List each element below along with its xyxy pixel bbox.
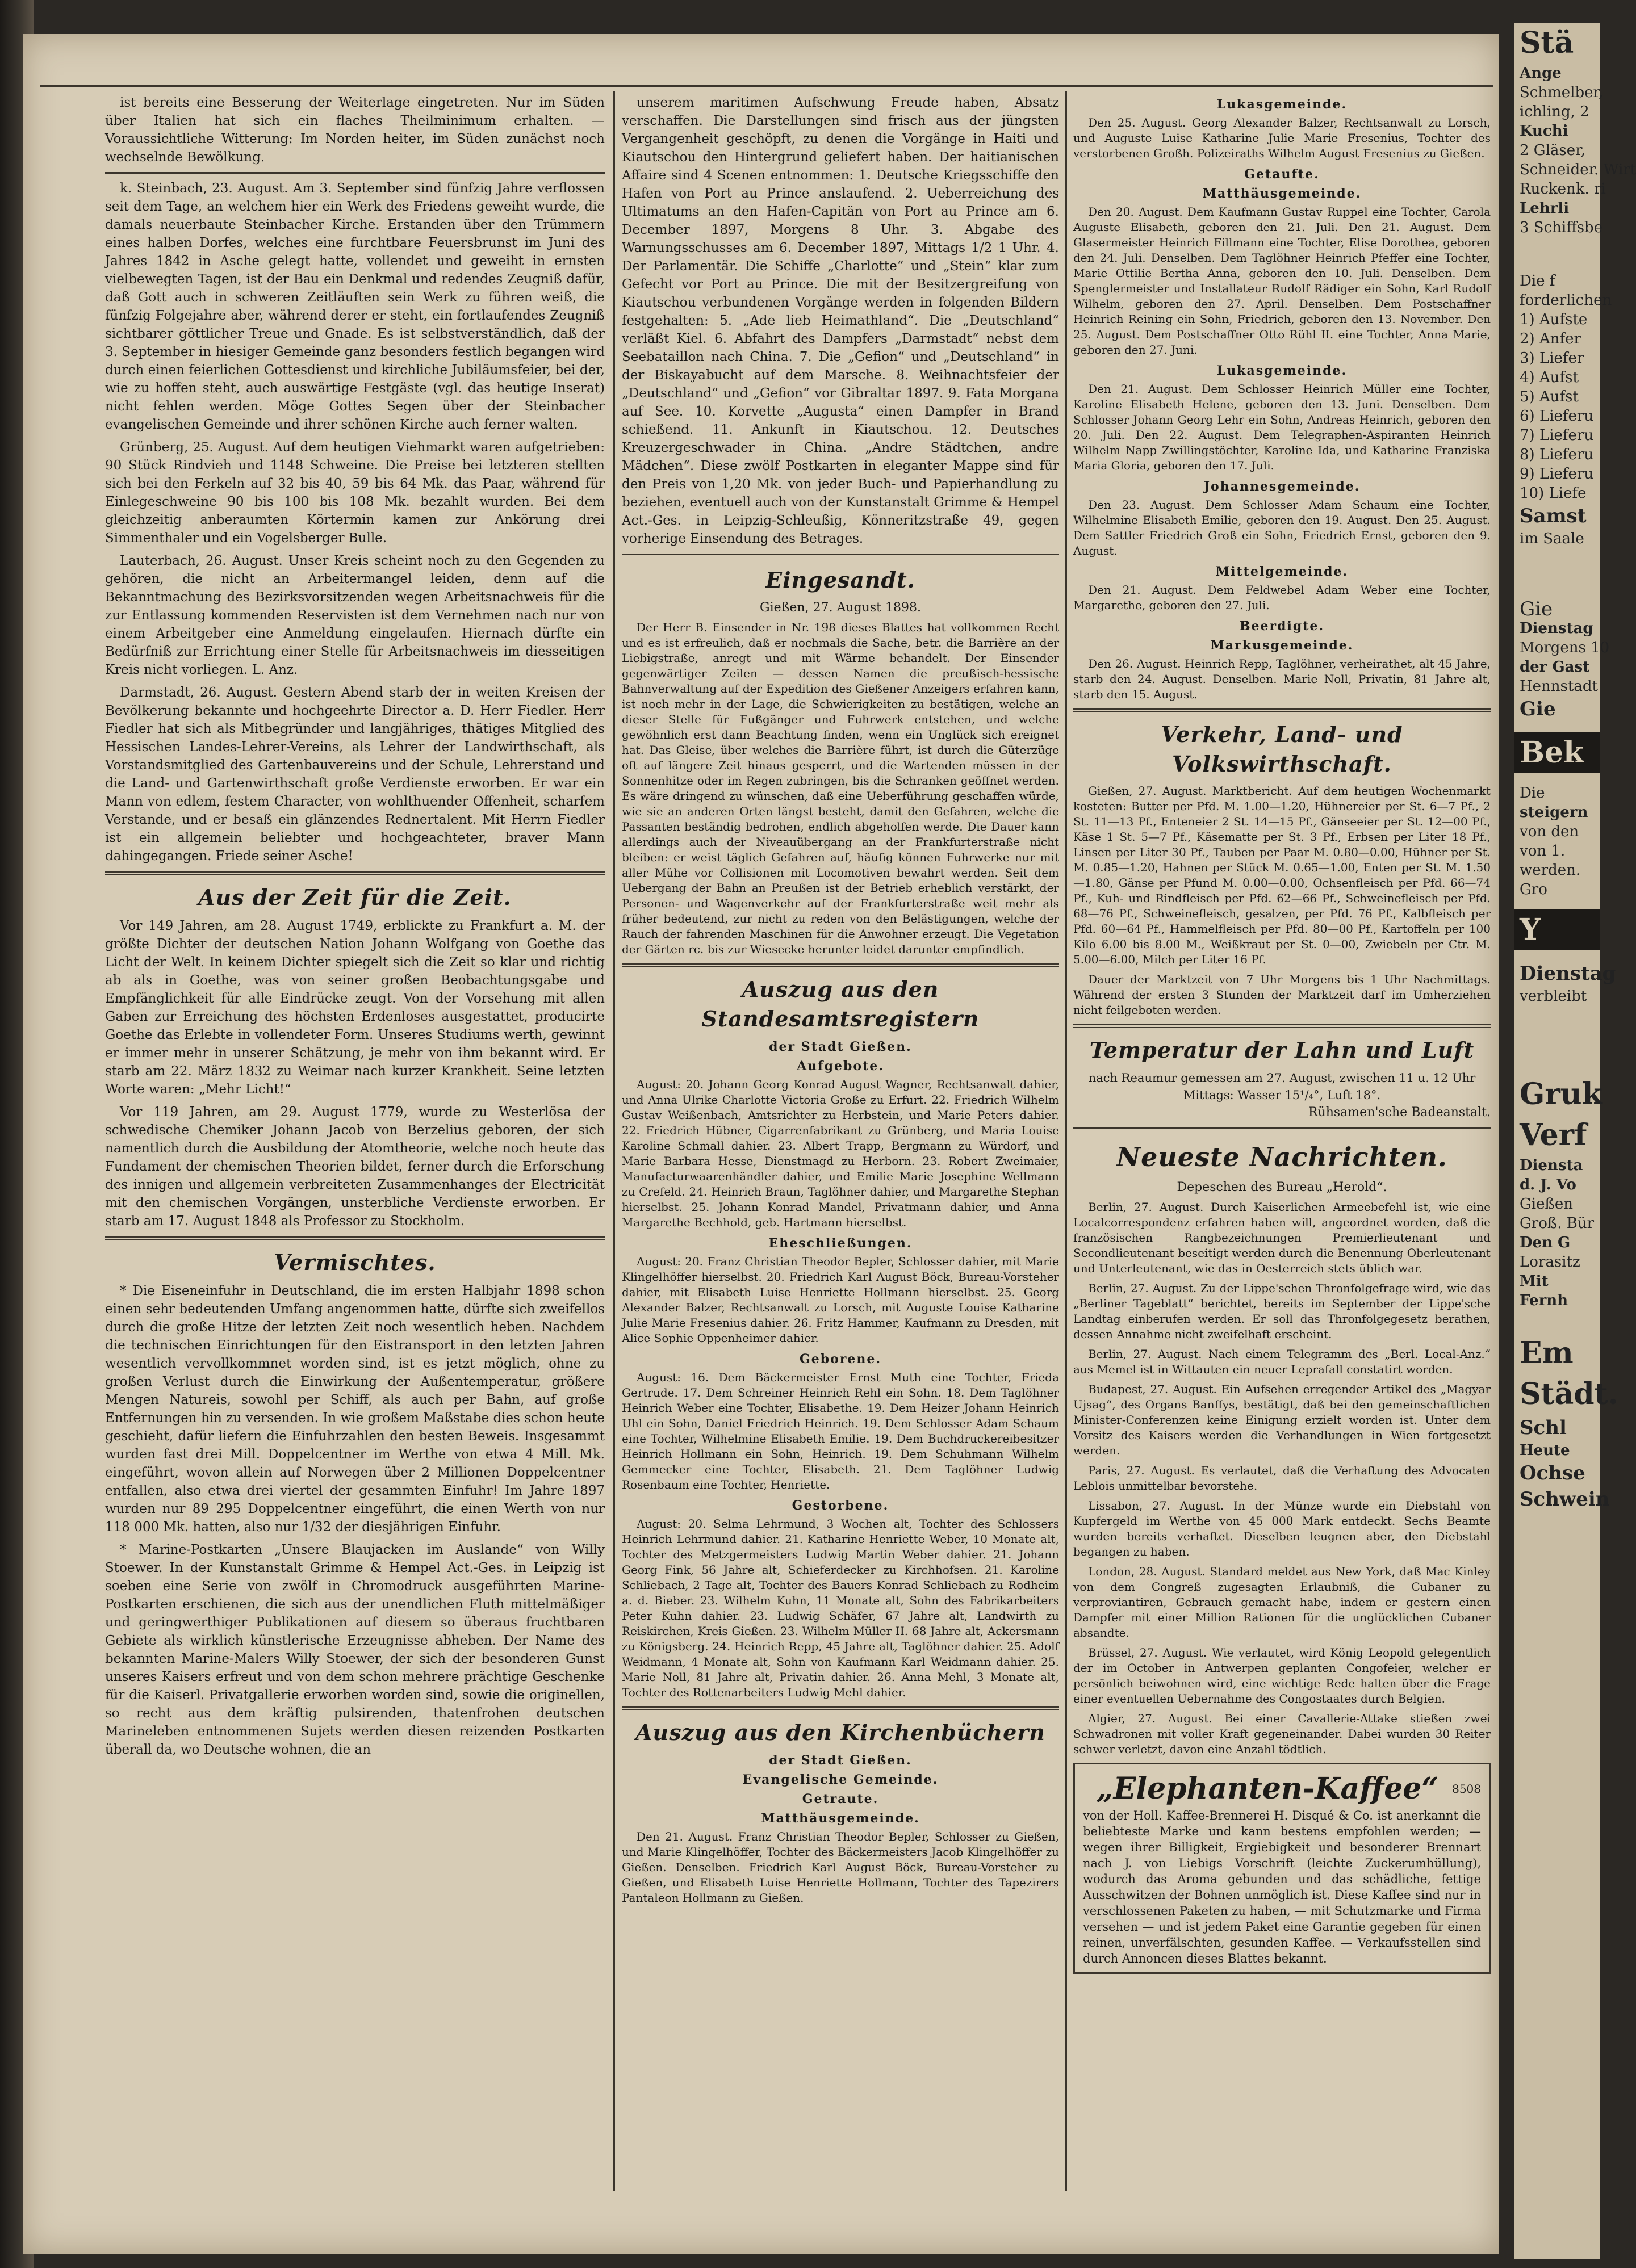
article-steinbach: k. Steinbach, 23. August. Am 3. September sind fünfzig Jahre verflossen seit dem Tage, an welchem hier ein Werk des Friedens geweiht wurde, die damals neuerbaute Steinbacher Kirche. Erstanden über den Trümmern eines halben Dorfes, welches eine furchtbare Feuersbrunst im Juni des Jahres 1842 in Asche gelegt hatte, vollendet und geweiht in ernsten vielbewegten Tagen, ist der Bau ein Denkmal und redendes Zeugniß dafür, daß Gott auch in schweren Zeitläuften sein Werk zu führen weiß, die fünfzig Folgejahre aber, während derer er steht, ein fortlaufendes Zeugniß sichtbarer göttlicher Treue und Gnade. Es ist selbstverständlich, daß der 3. September in hiesiger Gemeinde ganz besonders festlich begangen wird durch einen feierlichen Gottesdienst und kirchliche Jubiläumsfeier, bei der, wie zu hoffen steht, auch auswärtige Festgäste (vgl. das heutige Inserat) nicht fehlen werden. Möge Gottes Segen über der Steinbacher evangelischen Gemeinde und ihrer schönen Kirche auch ferner walten. [105, 181, 605, 432]
strip-line: von den [1520, 823, 1579, 840]
strip-line: Bek [1514, 732, 1600, 773]
news-algier: Algier, 27. August. Bei einer Cavallerie-Attake stießen zwei Schwadronen mit voller Kraft gegeneinander. Dabei wurden 30 Reiter schwer verletzt, davon eine Anzahl tödtlich. [1073, 1712, 1491, 1756]
temperature-source: Rühsamen'sche Badeanstalt. [1308, 1105, 1491, 1120]
strip-line: 1) Aufste [1520, 311, 1588, 328]
column-rule-2 [1065, 91, 1067, 2191]
subheading-gestorbene: Gestorbene. [792, 1498, 889, 1513]
strip-line: von 1. [1520, 842, 1566, 860]
subheading-johannes: Johannesgemeinde. [1203, 479, 1361, 494]
strip-line: 3) Liefer [1520, 350, 1584, 367]
strip-line: Schmelber, [1520, 84, 1604, 101]
column-1 [105, 94, 605, 2189]
subheading: der Stadt Gießen. [769, 1039, 912, 1054]
strip-line: d. J. Vo [1520, 1176, 1576, 1193]
strip-line: 3 Schiffsbe [1520, 219, 1603, 236]
subheading-eheschliessungen: Eheschließungen. [768, 1236, 913, 1251]
article-berzelius: Vor 119 Jahren, am 29. August 1779, wurde zu Westerlösa der schwedische Chemiker Johann Jacob von Berzelius geboren, der sich namentlich durch die Ausbildung der Atomtheorie, welche noch heute das Fundament der chemischen Theorien bildet, ferner durch die Erforschung des innigen und allgemein verbreiteten Zusammenhanges der Electricität mit den chemischen Vorgängen, unsterbliche Verdienste erworben. Er starb am 17. August 1848 als Professor zu Stockholm. [105, 1105, 605, 1229]
list-eheschliessungen: August: 20. Franz Christian Theodor Bepler, Schlosser dahier, mit Marie Klingelhöffer hierselbst. 20. Friedrich Karl August Böck, Bureau-Vorsteher dahier, mit Elisabeth Luise Henriette Hollmann hierselbst. 25. Georg Alexander Balzer, Rechtsanwalt zu Lorsch, mit Auguste Louise Katharine Julie Marie Fresenius dahier. 26. Fritz Hammer, Kaufmann zu Dresden, mit Alice Sophie Oppenheimer dahier. [622, 1255, 1059, 1345]
article-marktbericht: Gießen, 27. August. Marktbericht. Auf dem heutigen Wochenmarkt kosteten: Butter per Pfd. M. 1.00—1.20, Hühnereier per St. 6—7 Pf., 2 St. 11—13 Pf., Enteneier 2 St. 14—15 Pf., Gänseeier per St. 12—00 Pf., Käse 1 St. 5—7 Pf., Käsematte per St. 3 Pf., Erbsen per Liter 18 Pf., Linsen per Liter 30 Pf., Tauben per Paar M. 0.80—0.00, Hühner per St. M. 0.85—1.20, Hahnen per Stück M. 0.65—1.00, Enten per St. M. 1.50—1.80, Gänse per Pfund M. 0.00—0.00, Ochsenfleisch per Pfd. 66—74 Pf., Kuh- und Rindfleisch per Pfd. 62—66 Pf., Schweinefleisch per Pfd. 68—76 Pf., Schweinefleisch, gesalzen, per Pfd. 76 Pf., Kalbfleisch per Pfd. 60—64 Pf., Hammelfleisch per Pfd. 80—00 Pf., Kartoffeln per 100 Kilo 6.00 bis 8.00 M., Weißkraut per St. 0—00, Zwiebeln per Ctr. M. 5.00—6.00, Milch per Liter 16 Pf. [1073, 784, 1491, 966]
divider [105, 172, 605, 174]
column-3 [1073, 94, 1491, 2189]
strip-line: der Gast [1520, 659, 1590, 676]
top-rule [40, 85, 1493, 87]
list-getaufte-mittel: Den 21. August. Dem Feldwebel Adam Weber eine Tochter, Margarethe, geboren den 27. Juli. [1073, 583, 1491, 612]
article-marine-postkarten: * Marine-Postkarten „Unsere Blaujacken im Auslande“ von Willy Stoewer. In der Kunstanstalt Grimme & Hempel Act.-Ges. in Leipzig ist soeben eine Serie von zwölf in Chromodruck ausgeführten Marine-Postkarten erschienen, die sich aus der unendlichen Fluth mittelmäßiger und geringwerthiger Publikationen auf diesem so überaus fruchtbaren Gebiete als wirklich künstlerische Erzeugnisse abheben. Der Name des bekannten Marine-Malers Willy Stoewer, der sich der besonderen Gunst unseres Kaisers erfreut und von dem schon mehrere prächtige Geschenke für die Kaiserl. Privatgallerie erworben worden sind, sowie die originellen, so recht aus dem kräftig pulsirenden, thatenfrohen deutschen Marineleben entnommenen Sujets werden diesen reizenden Postkarten überall da, wo Deutsche wohnen, die an [105, 1542, 605, 1757]
weather-paragraph: ist bereits eine Besserung der Weiterlage eingetreten. Nur im Süden über Italien hat sich ein flaches Theilminimum erhalten. — Voraussichtliche Witterung: Im Norden heiter, im Süden zunächst noch wechselnde Bewölkung. [105, 95, 605, 165]
list-getaufte-lukas: Den 21. August. Dem Schlosser Heinrich Müller eine Tochter, Karoline Elisabeth Helene, geboren den 13. Juni. Denselben. Dem Schlosser Johann Georg Lehr ein Sohn, Andreas Heinrich, geboren den 20. Juli. Den 22. August. Dem Telegraphen-Aspiranten Heinrich Wilhelm Napp Zwillingstöchter, Karoline Ida, und Katharine Franziska Maria Gloria, geboren den 17. Juli. [1073, 382, 1491, 472]
strip-line: im Saale [1520, 530, 1584, 547]
strip-line: Gießen [1520, 1196, 1573, 1213]
list-getaufte-matthaeus: Den 20. August. Dem Kaufmann Gustav Ruppel eine Tochter, Carola Auguste Elisabeth, geboren den 21. Juli. Den 21. August. Dem Glasermeister Heinrich Fillmann eine Tochter, Elise Dorothea, geboren den 24. Juli. Denselben. Dem Taglöhner Heinrich Pfeffer eine Tochter, Marie Ottilie Bertha Anna, geboren den 10. Juli. Denselben. Dem Spenglermeister und Installateur Rudolf Rädiger ein Sohn, Karl Rudolf Wilhelm, geboren den 27. April. Denselben. Dem Postschaffner Heinrich Reining ein Sohn, Friedrich, geboren den 13. November. Den 25. August. Dem Postschaffner Otto Rühl II. eine Tochter, Anna Marie, geboren den 27. Juni. [1073, 205, 1491, 357]
strip-line: Y [1514, 909, 1600, 950]
section-heading-temperatur: Temperatur der Lahn und Luft [1089, 1037, 1475, 1063]
news-budapest: Budapest, 27. August. Ein Aufsehen erregender Artikel des „Magyar Ujsag“, des Organs Banffys, bestätigt, daß bei den gemeinschaftlichen Minister-Conferenzen keine Einigung erzielt worden ist. Unter dem Vorsitz des Kaisers werden die Verhandlungen in Wien fortgesetzt werden. [1073, 1382, 1491, 1457]
list-geborene: August: 16. Dem Bäckermeister Ernst Muth eine Tochter, Frieda Gertrude. 17. Dem Schreiner Heinrich Rehl ein Sohn. 18. Dem Taglöhner Heinrich Weber eine Tochter, Elisabethe. 19. Dem Heizer Johann Heinrich Uhl ein Sohn, Daniel Friedrich Heinrich. 19. Dem Schlosser Adam Schaum eine Tochter, Wilhelmine Elisabeth Emilie. 19. Dem Buchdruckereibesitzer Heinrich Hollmann ein Sohn, Heinrich. 19. Dem Schuhmann Wilhelm Gemmecker eine Tochter, Elisabeth. 21. Dem Taglöhner Ludwig Rosenbaum eine Tochter, Henriette. [622, 1370, 1059, 1491]
strip-line: Groß. Bür [1520, 1215, 1595, 1232]
divider [622, 554, 1059, 557]
temperature-readout: nach Reaumur gemessen am 27. August, zwischen 11 u. 12 Uhr Mittags: Wasser 15¹/₄°, Luft 18°. [1088, 1071, 1476, 1102]
strip-line: Em [1520, 1336, 1574, 1370]
subheading-matthaeus: Matthäusgemeinde. [761, 1811, 920, 1826]
subheading-herold: Depeschen des Bureau „Herold“. [1177, 1180, 1387, 1194]
subheading-getaufte: Getaufte. [1244, 167, 1320, 182]
section-heading-eingesandt: Eingesandt. [765, 567, 915, 593]
divider [1073, 708, 1491, 712]
strip-line: Gie [1520, 698, 1556, 720]
strip-line: Schl [1520, 1416, 1567, 1439]
column-2 [622, 94, 1059, 2189]
strip-line: Die f [1520, 273, 1555, 290]
strip-line: Stä [1520, 26, 1574, 60]
subheading-matthaeus: Matthäusgemeinde. [1202, 186, 1362, 201]
strip-line: Heute [1520, 1442, 1570, 1459]
subheading-geborene: Geborene. [799, 1352, 882, 1366]
article-marktzeit: Dauer der Marktzeit von 7 Uhr Morgens bis 1 Uhr Nachmittags. Während der ersten 3 Stunden der Marktzeit darf im Umherziehen nicht feilgeboten werden. [1073, 972, 1491, 1017]
strip-line: Ruckenk. ri [1520, 181, 1606, 198]
list-gestorbene: August: 20. Selma Lehrmund, 3 Wochen alt, Tochter des Schlossers Heinrich Lehrmund dahier. 21. Katharine Henriette Weber, 10 Monate alt, Tochter des Metzgermeisters Ludwig Martin Weber dahier. 21. Johann Georg Fink, 56 Jahre alt, Schieferdecker zu Kirchhofsen. 21. Karoline Schliebach, 2 Tage alt, Tochter des Bauers Konrad Schliebach zu Rodheim a. d. Bieber. 23. Wilhelm Kuhn, 11 Monate alt, Sohn des Fabrikarbeiters Peter Kuhn dahier. 23. Ludwig Schäfer, 67 Jahre alt, Landwirth zu Reiskirchen, Kreis Gießen. 23. Wilhelm Müller II. 68 Jahre alt, Ackersmann zu Königsberg. 24. Heinrich Repp, 45 Jahre alt, Taglöhner dahier. 25. Adolf Weidmann, 4 Monate alt, Sohn von Kaufmann Karl Weidmann dahier. 25. Marie Noll, 81 Jahre alt, Privatin dahier. 26. Anna Mehl, 3 Monate alt, Tochter des Rottenarbeiters Ludwig Mehl dahier. [622, 1517, 1059, 1699]
section-heading-zeit: Aus der Zeit für die Zeit. [198, 884, 512, 910]
news-bruessel: Brüssel, 27. August. Wie verlautet, wird König Leopold gelegentlich der im October in Antwerpen geplanten Congofeier, welcher er persönlich beiwohnen wird, eine wichtige Rede halten über die Frage einer eventuellen Uebernahme des Congostaates durch Belgien. [1073, 1646, 1491, 1705]
subheading-markus: Markusgemeinde. [1210, 638, 1354, 653]
dateline: Gießen, 27. August 1898. [760, 601, 921, 615]
strip-line: 10) Liefe [1520, 485, 1587, 502]
subheading-beerdigte: Beerdigte. [1239, 619, 1325, 634]
strip-line: Den G [1520, 1234, 1571, 1251]
list-getraute-matthaeus: Den 21. August. Franz Christian Theodor Bepler, Schlosser zu Gießen, und Marie Klingelhöffer, Tochter des Bäckermeisters Jacob Klingelhöffer zu Gießen. Denselben. Friedrich Karl August Böck, Bureau-Vorsteher zu Gießen, und Elisabeth Luise Henriette Hollmann, Tochter des Tapezirers Pantaleon Hollmann zu Gießen. [622, 1830, 1059, 1905]
subheading-getraute: Getraute. [802, 1792, 879, 1806]
strip-line: ichling, 2 [1520, 103, 1589, 120]
strip-line: Samst [1520, 505, 1587, 527]
strip-line: Ochse [1520, 1462, 1585, 1485]
strip-line: Die [1520, 785, 1545, 802]
subheading-lukas: Lukasgemeinde. [1216, 363, 1348, 378]
list-aufgebote: August: 20. Johann Georg Konrad August Wagner, Rechtsanwalt dahier, und Anna Ulrike Charlotte Victoria Große zu Erfurt. 22. Friedrich Wilhelm Gustav Weißenbach, Amtsrichter zu Herbstein, und Marie Peters dahier. 22. Friedrich Hübner, Cigarrenfabrikant zu Grünberg, und Maria Louise Karoline Schmall dahier. 23. Albert Trapp, Bergmann zu Würdorf, und Marie Barbara Hesse, Dienstmagd zu Herborn. 23. Robert Zweimaier, Manufacturwaarenhändler dahier, und Emilie Marie Josephine Wellmann zu Crefeld. 24. Heinrich Braun, Taglöhner dahier, und Margarethe Stephan hierselbst. 25. Johann Konrad Mandel, Privatmann dahier, und Anna Margarethe Bechhold, geb. Hartmann hierselbst. [622, 1078, 1059, 1229]
news-berlin-2: Berlin, 27. August. Zu der Lippe'schen Thronfolgefrage wird, wie das „Berliner Tageblatt“ berichtet, bereits im September der Lippe'sche Landtag einberufen werden. Er soll das Thronfolgegesetz berathen, dessen Annahme nicht zweifelhaft erscheint. [1073, 1281, 1491, 1341]
strip-line: 4) Aufst [1520, 369, 1579, 386]
news-berlin-1: Berlin, 27. August. Durch Kaiserlichen Armeebefehl ist, wie eine Localcorrespondenz erfahren haben will, angeordnet worden, daß die französischen Rangbezeichnungen Premierlieutenant und Secondlieutenant beseitigt werden durch die Benennung Oberleutenant und Unterleutenant, wie das in Oesterreich stets üblich war. [1073, 1200, 1491, 1275]
strip-line: Ange [1520, 65, 1562, 82]
divider [622, 1706, 1059, 1710]
strip-line: Gro [1520, 881, 1547, 898]
strip-line: Gruk [1520, 1077, 1602, 1112]
strip-line: werden. [1520, 862, 1581, 879]
strip-line: Lehrli [1520, 200, 1570, 217]
divider [622, 963, 1059, 967]
strip-line: Kuchi [1520, 123, 1568, 140]
strip-line: Hennstadt [1520, 678, 1598, 695]
strip-line: 2) Anfer [1520, 330, 1581, 347]
list-beerdigte: Den 26. August. Heinrich Repp, Taglöhner, verheirathet, alt 45 Jahre, starb den 24. August. Denselben. Marie Noll, Privatin, 81 Jahre alt, starb den 15. August. [1073, 657, 1491, 701]
strip-line: Schwein [1520, 1488, 1610, 1511]
divider [105, 871, 605, 875]
strip-line: Dienstag [1520, 620, 1593, 637]
strip-line: 6) Lieferu [1520, 408, 1594, 425]
news-london: London, 28. August. Standard meldet aus New York, daß Mac Kinley von dem Congreß zugesagten Erlaubniß, die Cubaner zu verproviantiren, Gebrauch gemacht habe, indem er gestern einen Dampfer mit einer Million Rationen für die unglücklichen Cubaner absandte. [1073, 1565, 1491, 1640]
strip-line: 8) Lieferu [1520, 446, 1594, 463]
divider [105, 1236, 605, 1240]
strip-line: Lorasitz [1520, 1254, 1580, 1271]
divider [1073, 1024, 1491, 1028]
strip-line: Mit [1520, 1273, 1549, 1290]
subheading-evangelisch: Evangelische Gemeinde. [742, 1772, 939, 1787]
strip-line: Verf [1520, 1118, 1587, 1152]
strip-line: Dienstag [1520, 962, 1616, 985]
ad-number: 8508 [1452, 1782, 1481, 1796]
strip-line: forderlichen [1520, 292, 1612, 309]
article-gruenberg: Grünberg, 25. August. Auf dem heutigen Viehmarkt waren aufgetrieben: 90 Stück Rindvieh und 1148 Schweine. Die Preise bei letzteren stellten sich bei den Ferkeln auf 32 bis 40, 59 bis 64 Mk. das Paar, während für Einlegeschweine 90 bis 100 bis 108 Mk. bezahlt wurden. Bei dem gleichzeitig anberaumten Körtermin kamen zur Ankörung drei Simmenthaler und ein Vogelsberger Bulle. [105, 440, 605, 546]
news-lissabon: Lissabon, 27. August. In der Münze wurde ein Diebstahl von Kupfergeld im Werthe von 45 000 Mark entdeckt. Sechs Beamte wurden bereits verhaftet. Dieselben leugnen aber, den Diebstahl begangen zu haben. [1073, 1499, 1491, 1558]
advertisement-elephanten-kaffee [1073, 1763, 1491, 1974]
news-berlin-3: Berlin, 27. August. Nach einem Telegramm des „Berl. Local-Anz.“ aus Memel ist in Wittauten ein neuer Leprafall constatirt worden. [1073, 1347, 1491, 1376]
section-heading-vermischtes: Vermischtes. [274, 1250, 436, 1275]
article-darmstadt: Darmstadt, 26. August. Gestern Abend starb der in weiten Kreisen der Bevölkerung bekannte und hochgeehrte Director a. D. Herr Fiedler. Herr Fiedler hat sich als Mitbegründer und langjähriges, thätiges Mitglied des Hessischen Landes-Lehrer-Vereins, als Lehrer der Landwirthschaft, als Vorstandsmitglied des Gartenbauvereins und der Schule, Lehrerstand und die Land- und Gartenwirthschaft große Verdienste erworben. Er war ein Mann von edlem, festem Character, von wohlthuender Offenheit, scharfem Verstande, und er besaß ein glänzendes Rednertalent. Mit Herrn Fiedler ist ein allgemein beliebter und hochgeachteter, braver Mann dahingegangen. Friede seiner Asche! [105, 685, 605, 863]
section-heading-nachrichten: Neueste Nachrichten. [1116, 1142, 1447, 1172]
strip-line: Städt. [1520, 1377, 1618, 1411]
column-rule-1 [613, 91, 615, 2191]
strip-line: 9) Lieferu [1520, 466, 1594, 483]
section-heading-verkehr: Verkehr, Land- und Volkswirthschaft. [1161, 722, 1403, 777]
subheading-aufgebote: Aufgebote. [797, 1059, 884, 1074]
article-lauterbach: Lauterbach, 26. August. Unser Kreis scheint noch zu den Gegenden zu gehören, die nicht an Arbeitermangel leiden, denn auf die Bekanntmachung des Bezirksvorsitzenden wegen Arbeitsnachweis für die zur Entlassung kommenden Reservisten ist dem Vernehmen nach nur von einem Arbeitgeber eine Anmeldung eingelaufen. Hiernach dürfte ein Bedürfniß zur Errichtung einer Stelle für Arbeitsnachweis im diesseitigen Kreis nicht vorliegen. L. Anz. [105, 554, 605, 677]
strip-line: Schneider. Wirt [1520, 161, 1636, 178]
strip-line: 5) Aufst [1520, 388, 1579, 405]
strip-line: 2 Gläser, [1520, 142, 1585, 159]
article-goethe: Vor 149 Jahren, am 28. August 1749, erblickte zu Frankfurt a. M. der größte Dichter der deutschen Nation Johann Wolfgang von Goethe das Licht der Welt. In keinem Dichter spiegelt sich die Zeit so klar und richtig ab als in Goethe, was von seiner großen Beobachtungsgabe und Empfänglichkeit für alle Eindrücke zeugt. Von der Vorsehung mit allen Gaben zur Erreichung des höchsten Erdenloses ausgestattet, producirte Goethe das Erlebte in vollendeter Form. Unseres Studiums werth, gewinnt er immer mehr in unserer Schätzung, je mehr von ihm bekannt wird. Er starb am 22. März 1832 zu Weimar nach kurzer Krankheit. Seine letzten Worte waren: „Mehr Licht!“ [105, 919, 605, 1097]
strip-line: verbleibt [1520, 988, 1587, 1005]
subheading-lukas: Lukasgemeinde. [1216, 97, 1348, 112]
article-eiseinfuhr: * Die Eiseneinfuhr in Deutschland, die im ersten Halbjahr 1898 schon einen sehr bedeutenden Umfang angenommen hatte, dürfte sich zweifellos durch die große Hitze der letzten Zeit noch wesentlich heben. Nachdem die technischen Einrichtungen für den Eistransport in den letzten Jahren wesentlich vervollkommnet worden sind, ist es jetzt möglich, ohne zu großen Verlust durch die Einwirkung der Außentemperatur, größere Mengen Natureis, sowohl per Schiff, als auch per Bahn, auf große Entfernungen hin zu versenden. In wie großem Maßstabe dies schon heute geschieht, dafür liefern die Einfuhrzahlen den besten Beweis. Insgesammt wurden fast drei Mill. Doppelcentner im Werthe von etwa 4 Mill. Mk. eingeführt, wovon allein auf Norwegen über 2 Millionen Doppelcentner entfallen, also etwa drei viertel der gesammten Einfuhr! Im Jahre 1897 wurden nur 89 295 Doppelcentner eingeführt, die einen Werth von nur 118 000 Mk. hatten, also nur 1/32 der diesjährigen Einfuhr. [105, 1284, 605, 1535]
article-postkarten-cont: unserem maritimen Aufschwung Freude haben, Absatz verschaffen. Die Darstellungen sind frisch aus der jüngsten Vergangenheit geschöpft, zu denen die Vorgänge in Haiti und Kiautschou den Hintergrund geliefert haben. Der haitianischen Affaire sind 4 Scenen entnommen: 1. Deutsche Kriegsschiffe den Hafen von Port au Prince anslaufend. 2. Ueberreichung des Ultimatums an den Hafen-Capitän von Port au Prince am 6. December 1897, Morgens 8 Uhr. 3. Abgabe des Warnungsschusses am 6. December 1897, Mittags 1/2 1 Uhr. 4. Der Parlamentär. Die Schiffe „Charlotte“ und „Stein“ klar zum Gefecht vor Port au Prince. Die mit der Besitzergreifung von Kiautschou verbundenen Vorgänge werden in folgenden Bildern festgehalten: 5. „Ade lieb Heimathland“. Die „Deutschland“ verläßt Kiel. 6. Abfahrt des Dampfers „Darmstadt“ nebst dem Seebataillon nach China. 7. Die „Gefion“ und „Deutschland“ in der Biskayabucht auf dem Marsche. 8. Weihnachtsfeier der „Deutschland“ und „Gefion“ vor Gibraltar 1897. 9. Fata Morgana auf See. 10. Korvette „Augusta“ einen Dampfer in Brand schießend. 11. Ankunft in Kiautschou. 12. Deutsches Kreuzergeschwader in China. „Andre Städtchen, andre Mädchen“. Diese zwölf Postkarten in eleganter Mappe sind für den Preis von 1,20 Mk. von jeder Buch- und Papierhandlung zu beziehen, eventuell auch von der Kunstanstalt Grimme & Hempel Act.-Ges. in Leipzig-Schleußig, Könneritzstraße 49, gegen vorherige Einsendung des Betrages. [622, 95, 1059, 546]
subheading: der Stadt Gießen. [769, 1753, 912, 1768]
subheading-mittel: Mittelgemeinde. [1215, 564, 1349, 579]
strip-line: Morgens 10 [1520, 639, 1610, 656]
list-getraute-lukas: Den 25. August. Georg Alexander Balzer, Rechtsanwalt zu Lorsch, und Auguste Luise Katharine Julie Marie Fresenius, Tochter des verstorbenen Großh. Polizeiraths Wilhelm August Fresenius zu Gießen. [1073, 116, 1491, 160]
strip-line: Fernh [1520, 1292, 1568, 1309]
divider [1073, 1127, 1491, 1131]
strip-line: steigern [1520, 804, 1588, 821]
ad-title: „Elephanten-Kaffee“ [1096, 1771, 1439, 1806]
section-heading-kirchenbuecher: Auszug aus den Kirchenbüchern [635, 1720, 1045, 1745]
ad-text: von der Holl. Kaffee-Brennerei H. Disqué & Co. ist anerkannt die beliebteste Marke und kann bestens empfohlen werden; — wegen ihrer Billigkeit, Ergiebigkeit und besonderer Brennart nach J. von Liebigs Vorschrift (leichte Zuckerumhüllung), wodurch das Aroma gebunden und das schädliche, fettige Ausschwitzen der Bohnen unmöglich ist. Diese Kaffee sind nur in verschlossenen Paketen zu haben, — mit Schutzmarke und Firma versehen — und ist jedem Paket eine Garantie gegeben für einen reinen, unverfälschten, gesunden Kaffee. — Verkaufsstellen sind durch Annoncen dieses Blattes bekannt. [1083, 1809, 1481, 1965]
list-getaufte-johannes: Den 23. August. Dem Schlosser Adam Schaum eine Tochter, Wilhelmine Elisabeth Emilie, geboren den 19. August. Den 25. August. Dem Sattler Friedrich Groß ein Sohn, Friedrich Ernst, geboren den 9. August. [1073, 498, 1491, 557]
article-eingesandt: Der Herr B. Einsender in Nr. 198 dieses Blattes hat vollkommen Recht und es ist erfreulich, daß er nochmals die Sache, betr. die Barrière an der Liebigstraße, anregt und mit Wärme behandelt. Der Einsender gegenwärtiger Zeilen — dessen Namen die preußisch-hessische Bahnverwaltung auf der Expedition des Gießener Anzeigers erfahren kann, ist noch mehr in der Lage, die Schwierigkeiten zu bestätigen, welche an dieser Stelle für Fußgänger und Fuhrwerk entstehen, und welche gewöhnlich erst dann Beachtung finden, wenn ein Unglück sich ereignet hat. Das Gleise, über welches die Barrière führt, ist durch die Güterzüge oft auf längere Zeit hinaus gesperrt, und die Wartenden müssen in der Sonnenhitze oder im Regen zubringen, bis die Schranken geöffnet werden. Es wäre dringend zu wünschen, daß eine Ueberführung geschaffen würde, wie sie an anderen Orten längst besteht, damit den Gefahren, welche die Passanten beständig bedrohen, endlich abgeholfen werde. Die Dauer kann allerdings auch der Niveauübergang an der Frankfurterstraße nicht bleiben: er weist täglich Gefahren auf, häufig können Fuhrwerke nur mit aller Mühe vor Collisionen mit Locomotiven bewahrt werden. Seit dem Uebergang der Bahn an Preußen ist der Betrieb erheblich verstärkt, der Personen- und Wagenverkehr auf der Frankfurterstraße weit mehr als früher bedeutend, zur nicht zu reden von den Belästigungen, welche der Rauch der fahrenden Maschinen für die Anwohner erzeugt. Die Vegetation der Gärten rc. bis zur Wiesecke herunter leidet darunter empfindlich. [622, 621, 1059, 956]
strip-line: 7) Lieferu [1520, 427, 1594, 444]
facing-page-edge [1511, 23, 1636, 2259]
strip-line: Diensta [1520, 1157, 1583, 1174]
strip-line: Gie [1520, 598, 1553, 621]
section-heading-standesamt: Auszug aus den Standesamtsregistern [701, 976, 980, 1032]
news-paris: Paris, 27. August. Es verlautet, daß die Verhaftung des Advocaten Leblois unmittelbar bevorstehe. [1073, 1464, 1491, 1493]
